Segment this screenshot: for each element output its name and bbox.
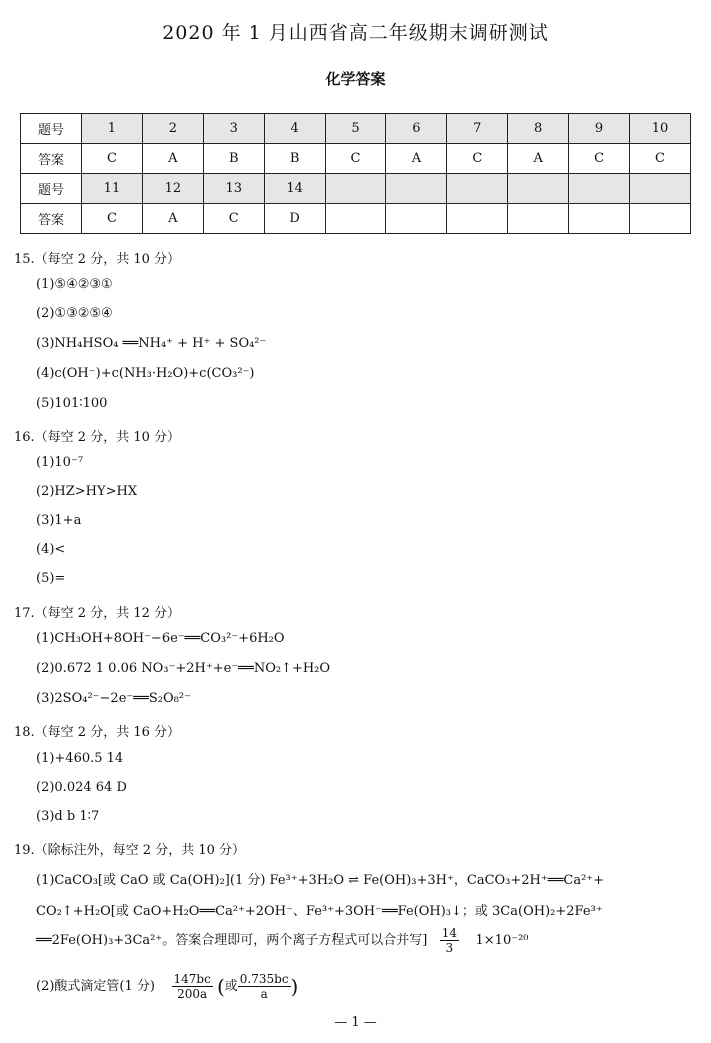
q18-heading: 18.（每空 2 分，共 16 分）: [14, 725, 181, 740]
answer-table: [20, 113, 691, 234]
right-paren: ): [290, 974, 299, 999]
table-cell: [386, 174, 447, 204]
q16-heading: 16.（每空 2 分，共 10 分）: [14, 430, 181, 445]
fraction-denominator: 3: [445, 941, 454, 955]
q15-answer-3: (3)NH₄HSO₄ ══NH₄⁺ + H⁺ + SO₄²⁻: [36, 336, 267, 351]
table-cell: [508, 204, 569, 234]
fraction-147bc-over-200a: [172, 972, 213, 1001]
q16-answer-1: (1)10⁻⁷: [36, 455, 84, 470]
table-cell: [630, 174, 691, 204]
q16-answer-2: (2)HZ>HY>HX: [36, 484, 138, 499]
q16-answer-3: (3)1+a: [36, 513, 82, 528]
q18-answer-2: (2)0.024 64 D: [36, 780, 127, 795]
table-cell: 14: [264, 174, 325, 204]
table-cell: [386, 204, 447, 234]
q18-answer-1: (1)+460.5 14: [36, 751, 124, 766]
table-cell: [569, 174, 630, 204]
fraction-numerator: 0.735bc: [239, 972, 289, 986]
q17-answer-2: (2)0.672 1 0.06 NO₃⁻+2H⁺+e⁻══NO₂↑+H₂O: [36, 661, 331, 676]
table-cell: C: [447, 144, 508, 174]
table-cell: D: [264, 204, 325, 234]
fraction-denominator: a: [260, 987, 268, 1001]
ksp-value: 1×10⁻²⁰: [475, 933, 529, 948]
q15-answer-1: (1)⑤④②③①: [36, 277, 113, 292]
row-label: 答案: [21, 204, 82, 234]
table-cell: C: [569, 144, 630, 174]
table-cell: A: [386, 144, 447, 174]
fraction-numerator: 147bc: [173, 972, 211, 986]
table-cell: 2: [142, 114, 203, 144]
q17-answer-1: (1)CH₃OH+8OH⁻−6e⁻══CO₃²⁻+6H₂O: [36, 631, 285, 646]
table-cell: 10: [630, 114, 691, 144]
table-cell: 6: [386, 114, 447, 144]
q15-heading: 15.（每空 2 分，共 10 分）: [14, 252, 181, 267]
table-cell: 8: [508, 114, 569, 144]
q15-answer-2: (2)①③②⑤④: [36, 306, 113, 321]
table-cell: B: [203, 144, 264, 174]
table-row-numbers-1: [21, 114, 691, 144]
page-title: 2020 年 1 月山西省高二年级期末调研测试: [162, 22, 549, 44]
q15-answer-5: (5)101∶100: [36, 396, 108, 411]
q19-answer-2-text: (2)酸式滴定管(1 分): [36, 979, 155, 994]
row-label: 题号: [21, 174, 82, 204]
table-cell: A: [508, 144, 569, 174]
table-cell: A: [142, 144, 203, 174]
q16-answer-4: (4)<: [36, 542, 66, 557]
table-cell: 7: [447, 114, 508, 144]
table-cell: 13: [203, 174, 264, 204]
table-cell: [325, 204, 386, 234]
table-cell: B: [264, 144, 325, 174]
q15-answer-4: (4)c(OH⁻)+c(NH₃·H₂O)+c(CO₃²⁻): [36, 366, 255, 381]
row-label: 答案: [21, 144, 82, 174]
fraction-14-over-3: [440, 926, 459, 955]
table-cell: A: [142, 204, 203, 234]
table-cell: 5: [325, 114, 386, 144]
table-cell: [325, 174, 386, 204]
alt-label: 或: [224, 979, 238, 994]
q19-answer-1-line-1: (1)CaCO₃[或 CaO 或 Ca(OH)₂](1 分) Fe³⁺+3H₂O ⇌ Fe(OH)₃+3H⁺，CaCO₃+2H⁺══Ca²⁺+: [36, 873, 605, 888]
q19-answer-1-line-3: [36, 926, 529, 955]
row-label: 题号: [21, 114, 82, 144]
page-number: — 1 —: [334, 1015, 377, 1030]
fraction-denominator: 200a: [177, 987, 208, 1001]
table-cell: C: [82, 144, 143, 174]
table-row-answers-2: [21, 204, 691, 234]
left-paren: (: [216, 974, 225, 999]
table-cell: 12: [142, 174, 203, 204]
q18-answer-3: (3)d b 1∶7: [36, 809, 100, 824]
table-row-numbers-2: [21, 174, 691, 204]
table-cell: C: [630, 144, 691, 174]
q19-heading: 19.（除标注外，每空 2 分，共 10 分）: [14, 843, 246, 858]
table-cell: [630, 204, 691, 234]
table-cell: 1: [82, 114, 143, 144]
table-cell: [569, 204, 630, 234]
table-cell: C: [325, 144, 386, 174]
q19-answer-1-line-2: CO₂↑+H₂O[或 CaO+H₂O══Ca²⁺+2OH⁻、Fe³⁺+3OH⁻══Fe(OH)₃↓；或 3Ca(OH)₂+2Fe³⁺: [36, 904, 603, 919]
q17-answer-3: (3)2SO₄²⁻−2e⁻══S₂O₈²⁻: [36, 691, 191, 706]
q19-line3-text: ══2Fe(OH)₃+3Ca²⁺。答案合理即可，两个离子方程式可以合并写]: [36, 933, 428, 948]
table-row-answers-1: [21, 144, 691, 174]
table-cell: 9: [569, 114, 630, 144]
fraction-numerator: 14: [441, 926, 457, 940]
fraction-0735bc-over-a: [238, 972, 291, 1001]
table-cell: [447, 204, 508, 234]
table-cell: 3: [203, 114, 264, 144]
q19-answer-2: [36, 972, 298, 1001]
q16-answer-5: (5)=: [36, 571, 66, 586]
table-cell: C: [82, 204, 143, 234]
table-cell: 11: [82, 174, 143, 204]
table-cell: C: [203, 204, 264, 234]
table-cell: 4: [264, 114, 325, 144]
page-subtitle: 化学答案: [325, 70, 386, 88]
table-cell: [447, 174, 508, 204]
table-cell: [508, 174, 569, 204]
q17-heading: 17.（每空 2 分，共 12 分）: [14, 606, 181, 621]
